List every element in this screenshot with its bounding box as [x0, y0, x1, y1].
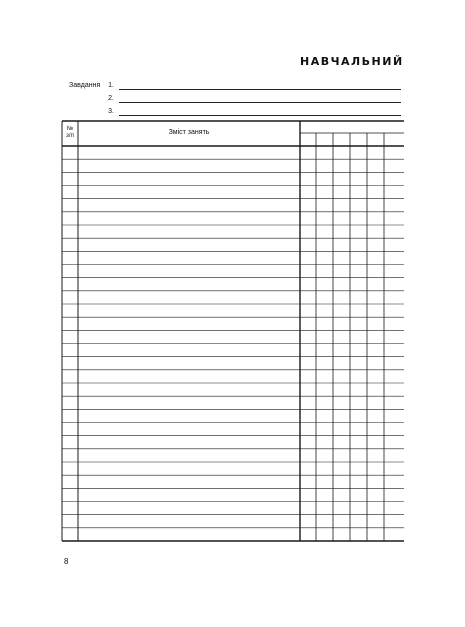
- col-content-header: Зміст занять: [168, 129, 210, 136]
- tasks-label: Завдання: [69, 82, 101, 89]
- col-number-header: № з/п: [66, 126, 74, 139]
- task-number: 1.: [108, 82, 114, 89]
- page-number: 8: [64, 557, 69, 566]
- page-title: НАВЧАЛЬНИЙ: [300, 55, 404, 68]
- task-number: 3.: [108, 108, 114, 115]
- task-number: 2.: [108, 95, 114, 102]
